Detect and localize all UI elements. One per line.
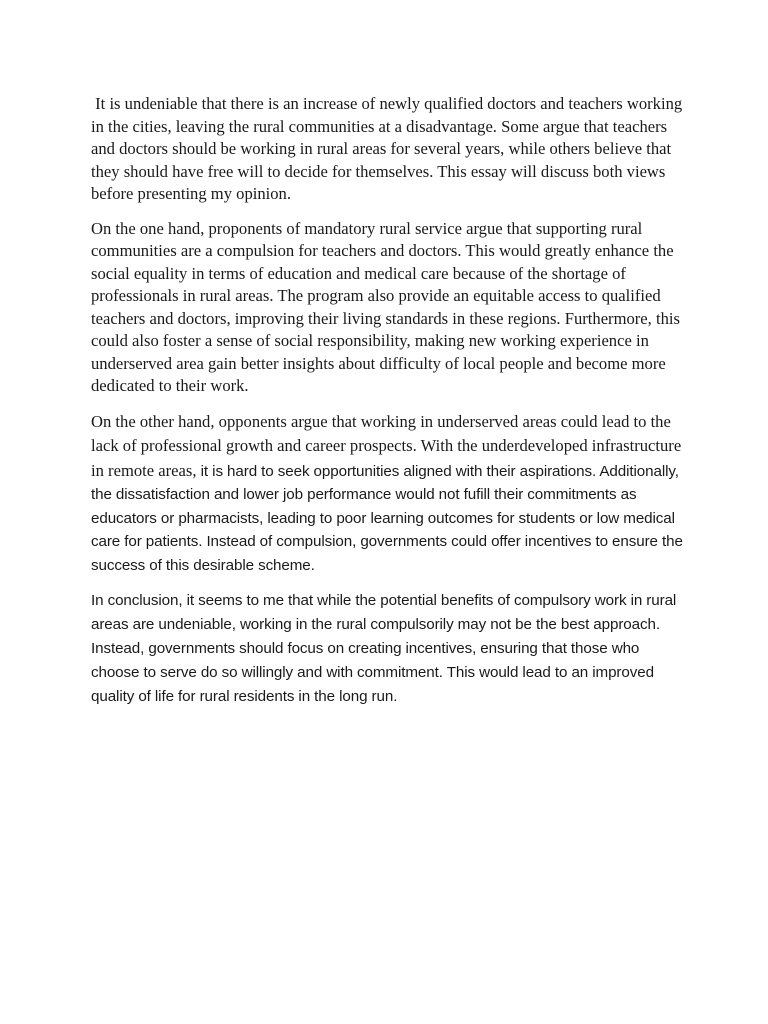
- essay-body: [91, 93, 691, 721]
- paragraph-proponents: On the one hand, proponents of mandatory rural service argue that supporting rural communities are a compulsion for teachers and doctors. This would greatly enhance the social equality in terms of education and medical care because of the shortage of professionals in rural areas. The program also provide an equitable access to qualified teachers and doctors, improving their living standards in these regions. Furthermore, this could also foster a sense of social responsibility, making new working experience in underserved area gain better insights about difficulty of local people and become more dedicated to their work.: [91, 218, 680, 395]
- paragraph-opponents-serif-text: On the other hand, opponents argue that working in underserved areas could lead to the lack of professional growth and career prospects. With the underdeveloped infrastructure in remote areas,: [91, 411, 682, 480]
- paragraph-introduction: It is undeniable that there is an increase of newly qualified doctors and teachers working in the cities, leaving the rural communities at a disadvantage. Some argue that teachers and doctors should be working in rural areas for several years, while others believe that they should have free will to decide for themselves. This essay will discuss both views before presenting my opinion.: [91, 94, 687, 203]
- paragraph-conclusion: In conclusion, it seems to me that while the potential benefits of compulsory work in rural areas are undeniable, working in the rural compulsorily may not be the best approach. Instead, governments should focus on creating incentives, ensuring that those who choose to serve do so willingly and with commitment. This would lead to an improved quality of life for rural residents in the long run.: [91, 592, 677, 705]
- paragraph-opponents-sans-text: it is hard to seek opportunities aligned with their aspirations. Additionally, the dissatisfaction and lower job performance would not fufill their commitments as educators or pharmacists, leading to poor learning outcomes for students or low medical care for patients. Instead of compulsion, governments could offer incentives to ensure the success of this desirable scheme.: [91, 462, 683, 574]
- paragraph-opponents: [91, 410, 691, 578]
